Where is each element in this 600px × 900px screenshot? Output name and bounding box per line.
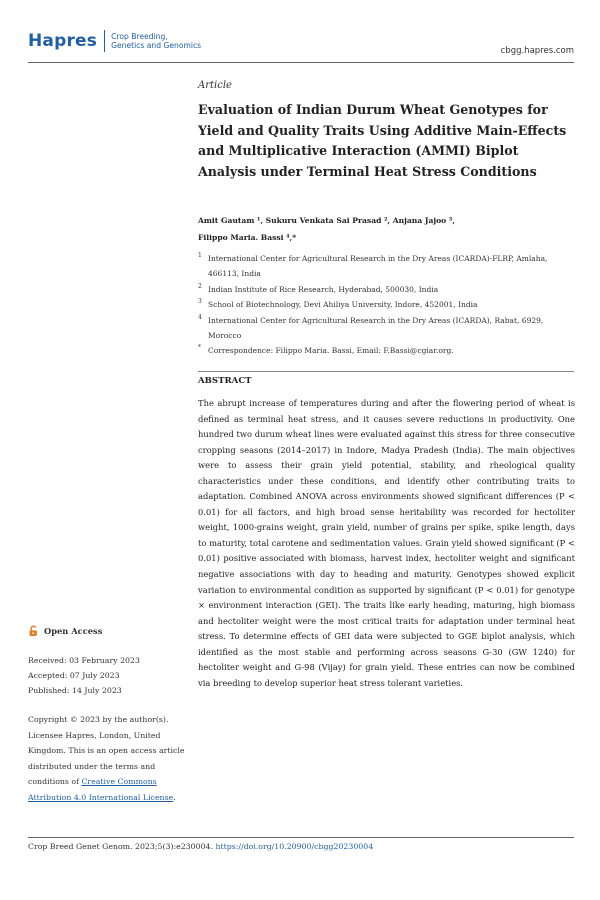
copyright-notice (28, 712, 186, 806)
article-title: Evaluation of Indian Durum Wheat Genotypes for Yield and Quality Traits Using Additive Main-Effects and Multiplicative Interaction (AMMI) Biplot Analysis under Terminal Heat Stress Conditions (198, 102, 567, 179)
journal-site-link[interactable]: cbgg.hapres.com (500, 46, 574, 56)
affiliation-text: School of Biotechnology, Devi Ahiliya University, Indore, 452001, India (208, 300, 478, 310)
logo-divider (104, 30, 105, 52)
footer-divider (28, 837, 574, 838)
open-lock-icon (28, 625, 40, 637)
copyright-end: . (173, 792, 176, 802)
published-date: Published: 14 July 2023 (28, 686, 122, 695)
authors-line-1: Amit Gautam ¹, Sukuru Venkata Sai Prasad ², Anjana Jajoo ³, (198, 216, 455, 225)
affiliation-marker: 3 (198, 298, 202, 306)
journal-name (111, 32, 201, 50)
license-link[interactable]: Creative Commons Attribution 4.0 International License (28, 777, 174, 802)
affiliation-item (198, 251, 578, 282)
abstract-heading: ABSTRACT (198, 376, 252, 386)
publisher-logo[interactable] (28, 30, 201, 52)
correspondence-text: Correspondence: Filippo Maria. Bassi, Email: F.Bassi@cgiar.org. (208, 346, 454, 356)
citation-text: Crop Breed Genet Genom. 2023;5(3):e230004. (28, 842, 213, 851)
page-header (28, 30, 574, 60)
publication-dates (28, 653, 188, 698)
journal-name-line1: Crop Breeding, (111, 32, 168, 41)
affiliation-item (198, 297, 578, 312)
affiliation-list (198, 251, 578, 359)
affiliation-text: International Center for Agricultural Research in the Dry Areas (ICARDA)-FLRP, Amlaha, 466113, India (208, 254, 548, 279)
abstract-divider (198, 371, 574, 372)
logo-wordmark: Hapres (28, 31, 98, 51)
page-footer (28, 842, 373, 851)
open-access-label: Open Access (44, 626, 103, 636)
affiliation-marker: 4 (198, 313, 202, 321)
correspondence-marker: * (198, 344, 201, 352)
correspondence-item (198, 343, 578, 358)
open-access-badge (28, 625, 188, 637)
header-divider (28, 62, 574, 63)
affiliation-text: Indian Institute of Rice Research, Hyderabad, 500030, India (208, 284, 439, 294)
author-list (198, 212, 578, 246)
affiliation-marker: 2 (198, 282, 202, 290)
doi-link[interactable]: https://doi.org/10.20900/cbgg20230004 (215, 842, 374, 851)
abstract-text: The abrupt increase of temperatures during and after the flowering period of wheat is defined as terminal heat stress, and it causes severe reductions in productivity. One hundred two durum wheat lines were evaluated against this stress for three consecutive cropping seasons (2014–2017) in Indore, Madya Pradesh (India). The main objectives were to assess their grain yield potential, stability, and rheological quality characteristics under these conditions, and identify other contributing traits to adaptation. Combined ANOVA across environments showed significant differences (P < 0.01) for all factors, and high broad sense heritability was recorded for hectoliter weight, 1000-grains weight, grain yield, number of grains per spike, spike length, days to maturity, total carotene and sedimentation values. Grain yield showed significant (P < 0.01) positive associated with biomass, harvest index, hectoliter weight and significant negative associations with day to heading and maturity. Genotypes showed explicit variation to environmental condition as supported by significant (P < 0.01) for genotype × environment interaction (GEI). The traits like early heading, maturing, high biomass and hectoliter weight were the most critical traits for adaptation under terminal heat stress. To determine effects of GEI data were subjected to GGE biplot analysis, which identified as the most stable and performing across seasons G-30 (GW 1240) for hectoliter weight and G-98 (Vijay) for grain yield. These entries can now be combined via breeding to develop superior heat stress tolerant varieties. (198, 398, 575, 688)
copyright-text: Copyright © 2023 by the author(s). Licensee Hapres, London, United Kingdom. This is an open access article distributed under the terms and conditions of (28, 715, 185, 787)
received-date: Received: 03 February 2023 (28, 656, 140, 665)
article-type: Article (198, 80, 232, 91)
affiliation-item (198, 313, 578, 344)
accepted-date: Accepted: 07 July 2023 (28, 671, 120, 680)
affiliation-text: International Center for Agricultural Research in the Dry Areas (ICARDA), Rabat, 6929, Morocco (208, 315, 544, 341)
affiliation-marker: 1 (198, 252, 202, 259)
affiliation-item (198, 282, 578, 297)
authors-line-2: Filippo Maria. Bassi ⁴,* (198, 233, 297, 242)
journal-name-line2: Genetics and Genomics (111, 41, 202, 50)
